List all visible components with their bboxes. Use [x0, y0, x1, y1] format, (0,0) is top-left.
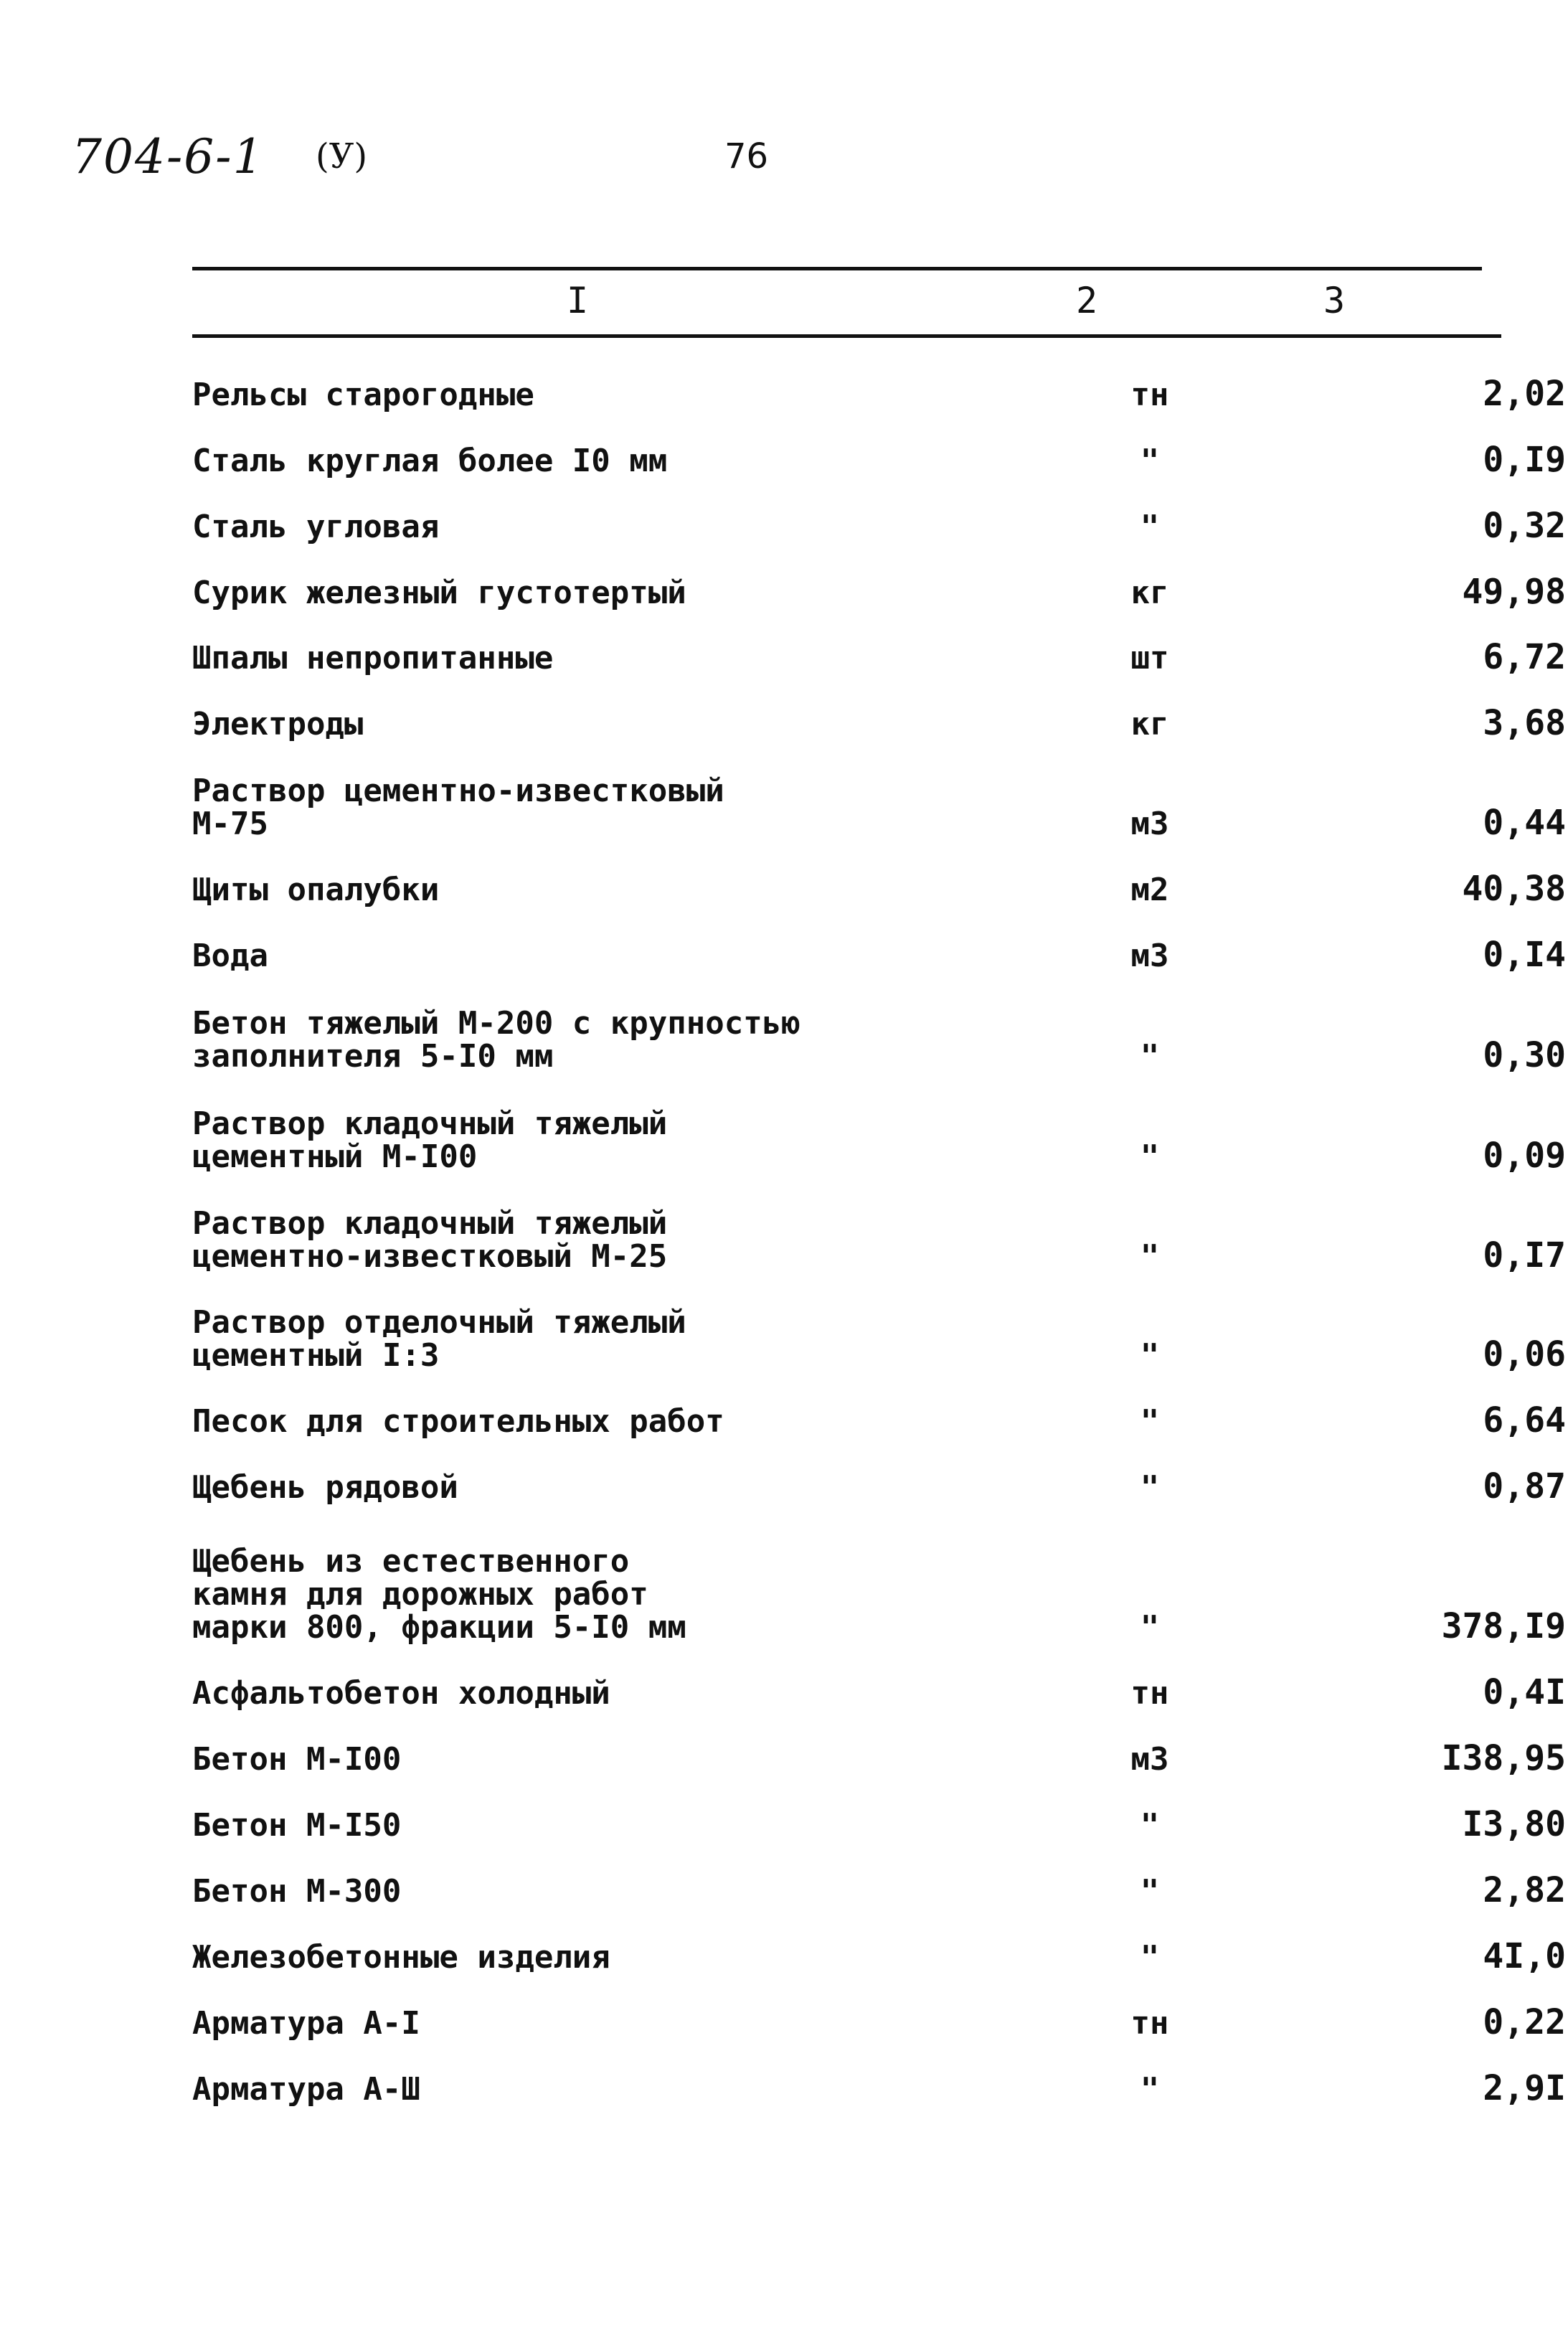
- material-name: Железобетонные изделия: [192, 1939, 610, 1976]
- material-name: Раствор отделочный тяжелый цементный I:3: [192, 1304, 686, 1374]
- material-name: Щиты опалубки: [192, 872, 440, 908]
- unit-of-measure: м3: [1130, 806, 1169, 842]
- unit-of-measure: ": [1140, 1807, 1160, 1844]
- document-variant: (У): [316, 136, 368, 176]
- table-row: [192, 1870, 1566, 1910]
- table-row: [192, 935, 1566, 975]
- table-row: [192, 1804, 1566, 1844]
- table-row: [192, 1205, 1566, 1275]
- unit-of-measure: ": [1140, 1873, 1160, 1910]
- table-row: [192, 637, 1566, 677]
- material-name: Раствор цементно-известковый М-75: [192, 773, 724, 842]
- quantity: I38,95: [1441, 1738, 1566, 1778]
- quantity: 6,72: [1483, 637, 1566, 677]
- unit-of-measure: ": [1140, 1403, 1160, 1440]
- quantity: 378,I9: [1441, 1606, 1566, 1646]
- unit-of-measure: шт: [1130, 640, 1169, 676]
- unit-of-measure: тн: [1130, 2005, 1169, 2042]
- quantity: 2,9I: [1483, 2068, 1566, 2108]
- unit-of-measure: тн: [1130, 1675, 1169, 1712]
- quantity: 0,32: [1483, 506, 1566, 546]
- table-row: [192, 1466, 1566, 1506]
- quantity: 0,30: [1483, 1035, 1566, 1075]
- unit-of-measure: м3: [1130, 938, 1169, 974]
- material-name: Сталь круглая более I0 мм: [192, 443, 668, 479]
- quantity: 2,82: [1483, 1870, 1566, 1910]
- quantity: I3,80: [1462, 1804, 1566, 1844]
- table-row: [192, 1005, 1566, 1075]
- material-name: Сурик железный густотертый: [192, 575, 686, 611]
- table-row: [192, 773, 1566, 843]
- table-row: [192, 1105, 1566, 1176]
- table-row: [192, 374, 1566, 414]
- table-row: [192, 1936, 1566, 1976]
- material-name: Бетон М-300: [192, 1873, 402, 1910]
- unit-of-measure: ": [1140, 443, 1160, 479]
- unit-of-measure: ": [1140, 1038, 1160, 1075]
- quantity: 2,02: [1483, 374, 1566, 414]
- unit-of-measure: ": [1140, 1238, 1160, 1275]
- material-name: Электроды: [192, 706, 364, 742]
- table-row: [192, 1400, 1566, 1440]
- unit-of-measure: ": [1140, 509, 1160, 545]
- table-row: [192, 1543, 1566, 1646]
- material-name: Бетон М-I00: [192, 1741, 402, 1778]
- quantity: 4I,0: [1483, 1936, 1566, 1976]
- unit-of-measure: ": [1140, 1138, 1160, 1175]
- quantity: 0,I9: [1483, 440, 1566, 480]
- table-row: [192, 869, 1566, 909]
- quantity: 0,22: [1483, 2002, 1566, 2042]
- table-row: [192, 1672, 1566, 1712]
- quantity: 0,I7: [1483, 1235, 1566, 1275]
- quantity: 49,98: [1462, 572, 1566, 612]
- material-name: Вода: [192, 938, 268, 974]
- material-name: Песок для строительных работ: [192, 1403, 724, 1440]
- unit-of-measure: ": [1140, 2071, 1160, 2108]
- quantity: 40,38: [1462, 869, 1566, 909]
- material-name: Арматура А-I: [192, 2005, 420, 2042]
- material-name: Сталь угловая: [192, 509, 440, 545]
- unit-of-measure: кг: [1130, 575, 1169, 611]
- table-row: [192, 703, 1566, 743]
- material-name: Арматура А-Ш: [192, 2071, 420, 2108]
- quantity: 6,64: [1483, 1400, 1566, 1440]
- quantity: 0,4I: [1483, 1672, 1566, 1712]
- table-header-rule: [192, 334, 1501, 338]
- table-row: [192, 2068, 1566, 2108]
- table-row: [192, 1738, 1566, 1778]
- document-code: 704-6-1: [72, 129, 265, 184]
- quantity: 0,44: [1483, 803, 1566, 843]
- quantity: 0,06: [1483, 1334, 1566, 1374]
- material-name: Асфальтобетон холодный: [192, 1675, 610, 1712]
- material-name: Щебень рядовой: [192, 1469, 458, 1506]
- column-header-2: 2: [1076, 280, 1098, 321]
- table-row: [192, 506, 1566, 546]
- material-name: Бетон тяжелый М-200 с крупностью заполнителя 5-I0 мм: [192, 1005, 800, 1075]
- unit-of-measure: тн: [1130, 377, 1169, 413]
- unit-of-measure: м2: [1130, 872, 1169, 908]
- table-row: [192, 2002, 1566, 2042]
- material-name: Шпалы непропитанные: [192, 640, 554, 676]
- page-number: 76: [724, 136, 769, 176]
- material-name: Раствор кладочный тяжелый цементный М-I00: [192, 1105, 668, 1175]
- table-row: [192, 440, 1566, 480]
- unit-of-measure: м3: [1130, 1741, 1169, 1778]
- column-header-3: 3: [1323, 280, 1346, 321]
- material-name: Бетон М-I50: [192, 1807, 402, 1844]
- table-row: [192, 572, 1566, 612]
- column-header-1: I: [567, 280, 589, 321]
- table-row: [192, 1304, 1566, 1374]
- unit-of-measure: ": [1140, 1337, 1160, 1374]
- quantity: 0,I4: [1483, 935, 1566, 975]
- quantity: 0,87: [1483, 1466, 1566, 1506]
- table-top-rule: [192, 267, 1482, 270]
- material-name: Щебень из естественного камня для дорожных работ марки 800, фракции 5-I0 мм: [192, 1543, 686, 1646]
- quantity: 0,09: [1483, 1136, 1566, 1176]
- material-name: Раствор кладочный тяжелый цементно-известковый М-25: [192, 1205, 668, 1275]
- unit-of-measure: ": [1140, 1939, 1160, 1976]
- unit-of-measure: ": [1140, 1609, 1160, 1646]
- material-name: Рельсы старогодные: [192, 377, 534, 413]
- quantity: 3,68: [1483, 703, 1566, 743]
- unit-of-measure: кг: [1130, 706, 1169, 742]
- unit-of-measure: ": [1140, 1469, 1160, 1506]
